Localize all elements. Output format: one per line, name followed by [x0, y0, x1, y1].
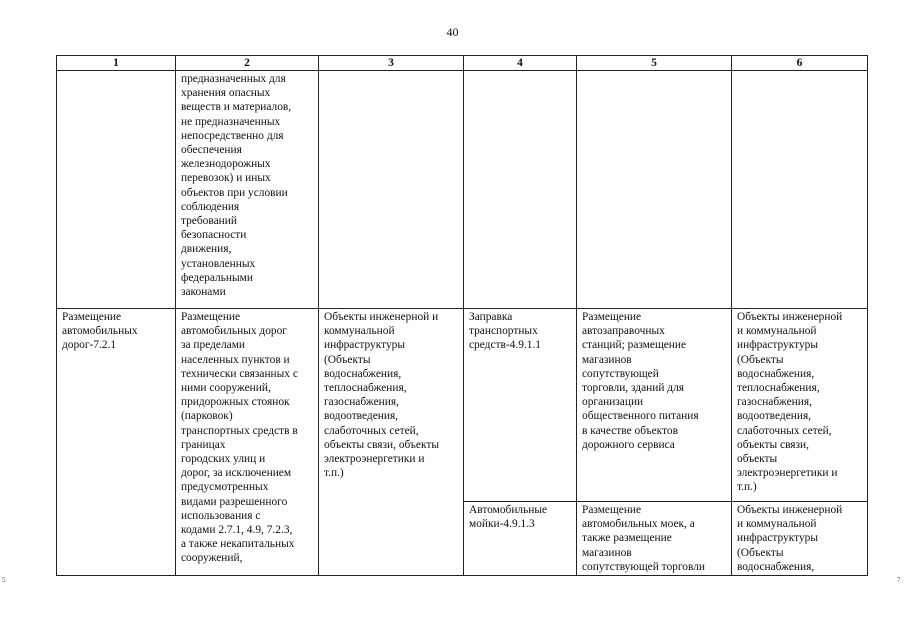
table-cell: [464, 309, 577, 502]
table-cell: [577, 71, 732, 309]
column-header-6: 6: [732, 56, 868, 71]
page-number: 40: [446, 25, 459, 39]
cell-text: Размещение автомобильных моек, а также размещение магазинов сопутствующей торговли: [582, 504, 705, 573]
cell-text: предназначенных для хранения опасных веществ и материалов, не предназначенных непосредственно для обеспечения железнодорожных перевозок) и иных объектов при условии соблюдения требований безопасности движения, установленных федеральными законами: [181, 73, 292, 299]
table-cell: [57, 309, 176, 576]
table-cell: [57, 71, 176, 309]
margin-mark-right: 7: [897, 576, 901, 584]
cell-text: Размещение автозаправочных станций; размещение магазинов сопутствующей торговли, зданий для организации общественного питания в качестве объектов дорожного сервиса: [582, 311, 699, 451]
column-header-2: 2: [176, 56, 319, 71]
table-cell: [577, 309, 732, 502]
table-cell: [176, 71, 319, 309]
cell-text: Автомобильные мойки-4.9.1.3: [469, 504, 548, 531]
margin-mark-left: 5: [2, 576, 6, 584]
cell-text: Заправка транспортных средств-4.9.1.1: [469, 311, 541, 352]
table-cell: [732, 502, 868, 576]
cell-text: Объекты инженерной и коммунальной инфраструктуры (Объекты водоснабжения, теплоснабжения, газоснабжения, водоотведения, слаботочных сетей, объекты связи, объекты электроэнергетики и т.п.): [324, 311, 439, 480]
cell-text: Объекты инженерной и коммунальной инфраструктуры (Объекты водоснабжения, теплоснабжения, газоснабжения, водоотведения, слаботочных сетей, объекты связи, объекты электроэнергетики и т.п.): [737, 311, 843, 494]
table-row: [57, 309, 868, 502]
column-header-5: 5: [577, 56, 732, 71]
column-header-3: 3: [319, 56, 464, 71]
table-cell: [176, 309, 319, 576]
cell-text: Размещение автомобильных дорог-7.2.1: [62, 311, 138, 352]
table-row: [57, 71, 868, 309]
table-cell: [464, 71, 577, 309]
cell-text: Размещение автомобильных дорог за пределами населенных пунктов и технически связанных с ними сооружений, придорожных стоянок (парковок) транспортных средств в границах городских улиц и дорог, за исключением предусмотренных видами разрешенного использования с кодами 2.7.1, 4.9, 7.2.3, а также некапитальных сооружений,: [181, 311, 298, 565]
table-cell: [464, 502, 577, 576]
header-row: [57, 56, 868, 71]
table-cell: [319, 309, 464, 576]
table-cell: [732, 71, 868, 309]
zoning-table: [56, 55, 868, 576]
column-header-4: 4: [464, 56, 577, 71]
table-cell: [732, 309, 868, 502]
table-cell: [319, 71, 464, 309]
table-cell: [577, 502, 732, 576]
column-header-1: 1: [57, 56, 176, 71]
cell-text: Объекты инженерной и коммунальной инфраструктуры (Объекты водоснабжения,: [737, 504, 843, 573]
